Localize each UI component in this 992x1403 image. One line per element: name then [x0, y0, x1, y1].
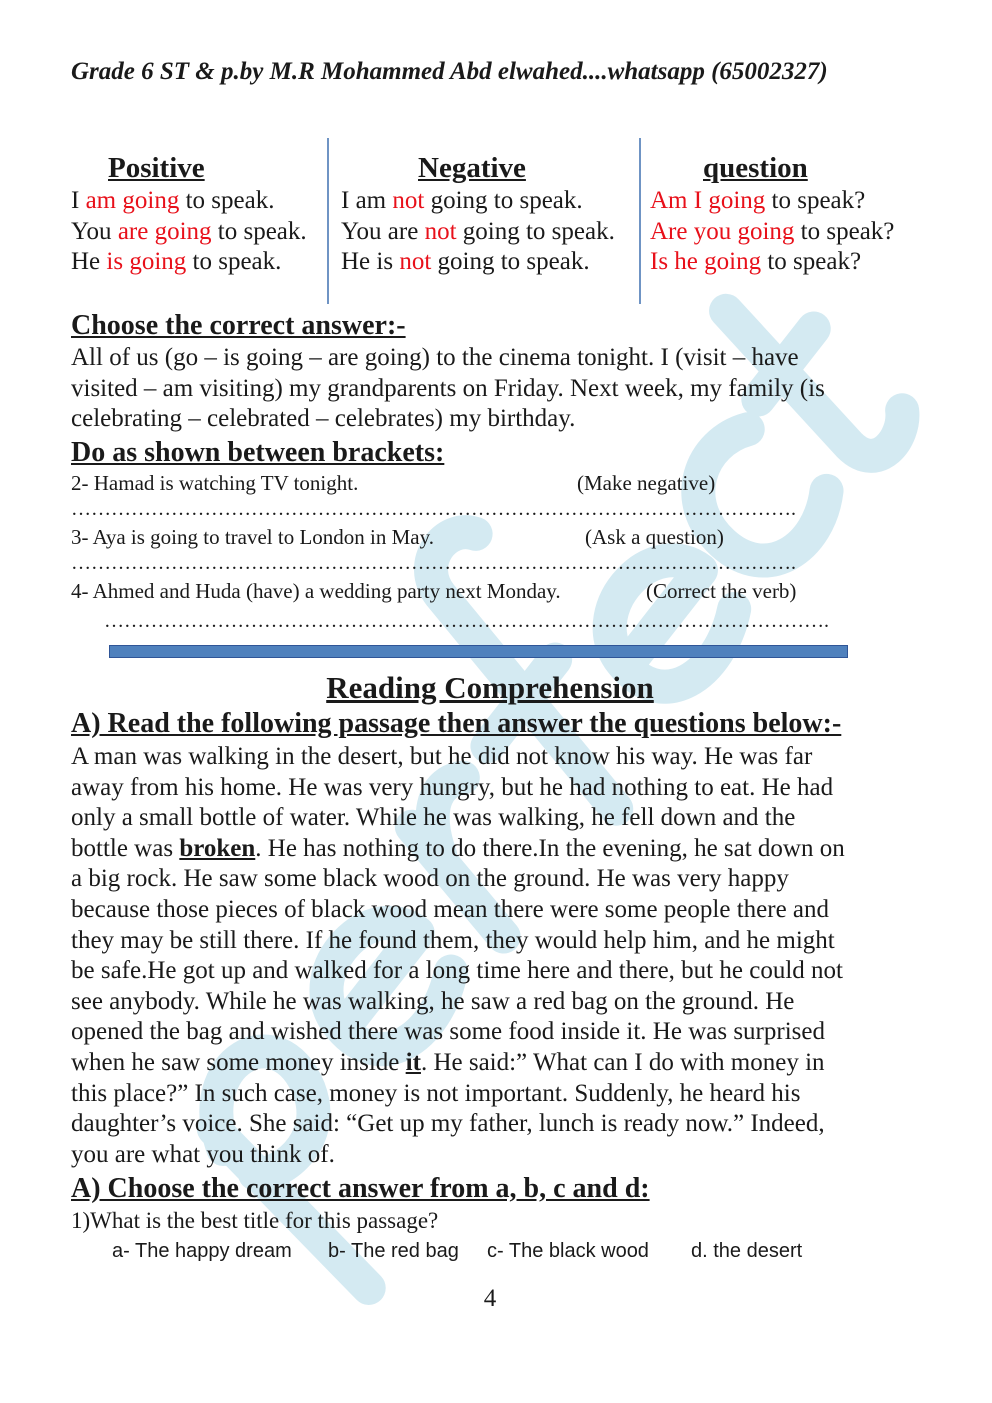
- passage-line: [71, 1048, 845, 1079]
- page-number: 4: [483, 1285, 497, 1312]
- passage-text: this place?” In such case, money is not important. Suddenly, he heard his: [71, 1079, 801, 1107]
- question-title: question: [703, 152, 808, 184]
- passage-line: [71, 803, 845, 834]
- highlighted-verb: am going: [85, 187, 180, 214]
- passage-line: [71, 926, 845, 957]
- example-text: going to speak.: [431, 248, 590, 275]
- passage-line: [71, 834, 845, 865]
- passage-text: bottle was: [71, 834, 180, 862]
- section-divider-bar: [109, 645, 848, 658]
- answer-line[interactable]: ……………………………………………………………………………………………….: [104, 610, 829, 632]
- passage-line: [71, 1017, 845, 1048]
- positive-example: [71, 247, 307, 278]
- choose-text: [71, 343, 825, 435]
- question-example: [650, 186, 894, 217]
- highlighted-verb: not: [424, 217, 457, 245]
- column-divider: [639, 138, 641, 304]
- example-text: to speak?: [761, 248, 862, 275]
- choose-line: visited – am visiting) my grandparents on Friday. Next week, my family (is: [71, 374, 825, 402]
- emphasized-word: broken: [179, 834, 256, 862]
- negative-example: [341, 217, 615, 248]
- passage-text: see anybody. While he was walking, he saw a red bag on the ground. He: [71, 987, 795, 1015]
- question-column: [650, 150, 894, 278]
- highlighted-verb: is going: [106, 248, 187, 275]
- passage-text: opened the bag and wished there was some food inside it. He was surprised: [71, 1018, 825, 1046]
- example-text: I: [71, 187, 86, 214]
- answer-line[interactable]: ……………………………………………………………………………………………….: [71, 552, 796, 574]
- passage-line: [71, 956, 845, 987]
- page-header: Grade 6 ST & p.by M.R Mohammed Abd elwahed....whatsapp (65002327): [71, 58, 828, 85]
- exercise-3: 3- Aya is going to travel to London in May.: [71, 525, 434, 549]
- passage-text: . He said:” What can I do with money in: [420, 1048, 825, 1076]
- example-text: going to speak.: [424, 187, 583, 214]
- question-example: [650, 247, 894, 278]
- option-a[interactable]: a- The happy dream: [112, 1240, 292, 1262]
- passage-line: [71, 864, 845, 895]
- highlighted-verb: Am I going: [650, 187, 766, 214]
- negative-column: [341, 150, 615, 278]
- negative-example: [341, 186, 615, 217]
- example-text: to speak.: [186, 248, 282, 275]
- mcq-title: A) Choose the correct answer from a, b, c and d:: [71, 1173, 650, 1204]
- option-d[interactable]: d. the desert: [691, 1240, 803, 1262]
- passage-text: daughter’s voice. She said: “Get up my father, lunch is ready now.” Indeed,: [71, 1110, 825, 1138]
- exercise-2-instruction: (Make negative): [577, 471, 716, 495]
- highlighted-verb: not: [399, 248, 432, 275]
- highlighted-verb: Is he going: [650, 248, 762, 275]
- passage-text: only a small bottle of water. While he was walking, he fell down and the: [71, 804, 796, 832]
- passage-text: because those pieces of black wood mean there were some people there and: [71, 895, 830, 923]
- exercise-2: 2- Hamad is watching TV tonight.: [71, 471, 359, 495]
- emphasized-word: it: [405, 1048, 421, 1076]
- passage-line: [71, 987, 845, 1018]
- passage-text: . He has nothing to do there.In the evening, he sat down on: [255, 834, 845, 862]
- passage-line: [71, 1140, 845, 1171]
- exercise-4-instruction: (Correct the verb): [646, 579, 797, 603]
- example-text: I am: [341, 187, 393, 214]
- passage-text: away from his home. He was very hungry, but he had nothing to eat. He had: [71, 773, 834, 801]
- example-text: to speak.: [179, 187, 275, 214]
- choose-title: Choose the correct answer:-: [71, 310, 406, 341]
- passage-text: be safe.He got up and walked for a long time here and there, but he could not: [71, 957, 843, 985]
- example-text: to speak.: [211, 217, 307, 245]
- brackets-title: Do as shown between brackets:: [71, 437, 445, 468]
- positive-title: Positive: [108, 152, 205, 184]
- highlighted-verb: are going: [117, 217, 212, 245]
- passage-line: [71, 895, 845, 926]
- highlighted-verb: Are you going: [650, 217, 795, 245]
- example-text: You are: [341, 217, 425, 245]
- column-divider: [327, 138, 329, 304]
- passage-text: they may be still there. If he found them, they would help him, and he might: [71, 926, 835, 954]
- exercise-3-instruction: (Ask a question): [585, 525, 724, 549]
- passage-text: you are what you think of.: [71, 1140, 335, 1168]
- example-text: to speak?: [765, 187, 866, 214]
- positive-example: [71, 217, 307, 248]
- negative-example: [341, 247, 615, 278]
- exercise-4: 4- Ahmed and Huda (have) a wedding party next Monday.: [71, 579, 561, 603]
- example-text: to speak?: [794, 217, 895, 245]
- choose-line: celebrating – celebrated – celebrates) my birthday.: [71, 405, 576, 433]
- passage-line: [71, 742, 845, 773]
- example-text: going to speak.: [456, 217, 615, 245]
- option-b[interactable]: b- The red bag: [328, 1240, 459, 1262]
- passage-line: [71, 773, 845, 804]
- option-c[interactable]: c- The black wood: [487, 1240, 649, 1262]
- reading-subtitle: A) Read the following passage then answer the questions below:-: [71, 708, 842, 739]
- reading-passage: [71, 742, 845, 1170]
- passage-line: [71, 1109, 845, 1140]
- reading-title: Reading Comprehension: [326, 670, 654, 705]
- example-text: He: [71, 248, 107, 275]
- example-text: You: [71, 217, 118, 245]
- passage-text: a big rock. He saw some black wood on the ground. He was very happy: [71, 865, 789, 893]
- positive-example: [71, 186, 307, 217]
- highlighted-verb: not: [392, 187, 425, 214]
- passage-line: [71, 1079, 845, 1110]
- passage-text: when he saw some money inside: [71, 1048, 406, 1076]
- answer-line[interactable]: ……………………………………………………………………………………………….: [71, 498, 796, 520]
- choose-line: All of us (go – is going – are going) to the cinema tonight. I (visit – have: [71, 344, 799, 371]
- negative-title: Negative: [418, 152, 526, 184]
- mcq-question: 1)What is the best title for this passage?: [71, 1208, 439, 1233]
- example-text: He is: [341, 248, 400, 275]
- question-example: [650, 217, 894, 248]
- positive-column: [71, 150, 307, 278]
- passage-text: A man was walking in the desert, but he did not know his way. He was far: [71, 743, 813, 770]
